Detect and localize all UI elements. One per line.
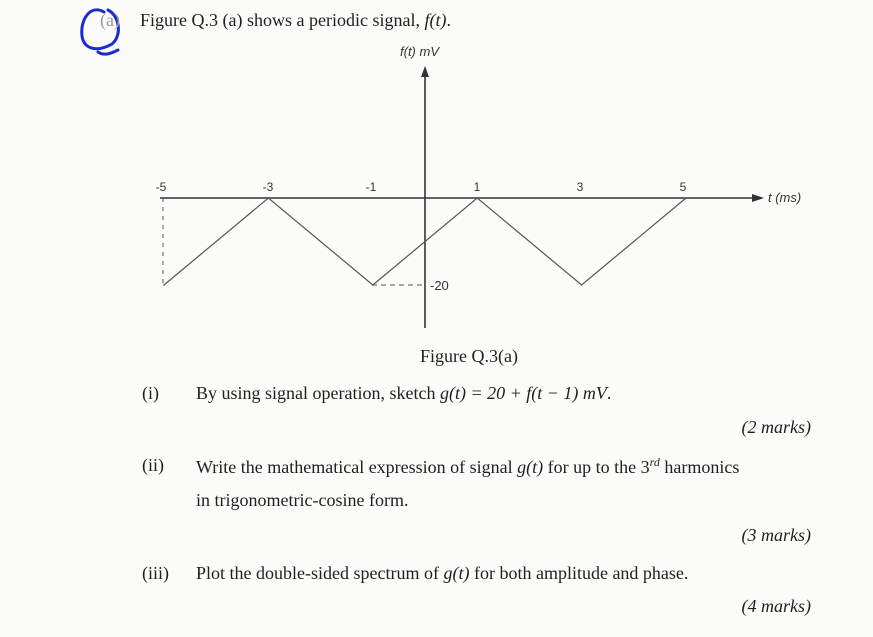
waveform-vertex bbox=[268, 197, 270, 199]
part-number: (iii) bbox=[142, 563, 169, 583]
y-axis-arrow bbox=[421, 66, 429, 77]
part-iii-text bbox=[196, 563, 688, 584]
x-axis-arrow bbox=[752, 194, 764, 202]
question-text-prefix: Figure Q.3 (a) shows a periodic signal, bbox=[140, 10, 425, 30]
part-ii-math: g(t) bbox=[517, 457, 544, 477]
signal-name: f(t) bbox=[424, 10, 447, 30]
part-i-text bbox=[196, 383, 611, 404]
x-tick-label: -1 bbox=[365, 180, 377, 194]
part-iii-text-before: Plot the double-sided spectrum of bbox=[196, 563, 444, 583]
x-tick-label: 5 bbox=[679, 180, 687, 194]
waveform-vertex bbox=[476, 197, 478, 199]
part-iii-math: g(t) bbox=[443, 563, 470, 583]
figure-caption: Figure Q.3(a) bbox=[420, 346, 518, 366]
part-i-text-before: By using signal operation, sketch bbox=[196, 383, 440, 403]
part-number: (i) bbox=[142, 383, 159, 403]
x-tick-label: 3 bbox=[576, 180, 584, 194]
question-label: (a) bbox=[100, 10, 120, 30]
waveform-vertex bbox=[163, 284, 165, 286]
waveform-vertex bbox=[581, 284, 583, 286]
part-number: (ii) bbox=[142, 455, 164, 475]
part-iii-text-after: for both amplitude and phase. bbox=[469, 563, 689, 583]
waveform-vertex bbox=[685, 197, 687, 199]
x-tick-label: 1 bbox=[473, 180, 481, 194]
question-text-suffix: . bbox=[446, 10, 451, 30]
y-axis-label: f(t) mV bbox=[400, 44, 439, 59]
part-ii-line2: in trigonometric-cosine form. bbox=[196, 490, 409, 510]
part-i-marks: (2 marks) bbox=[741, 417, 811, 437]
part-i-text-after: . bbox=[606, 383, 612, 403]
waveform-vertex bbox=[372, 284, 374, 286]
part-ii-text-after: harmonics bbox=[659, 457, 740, 477]
part-ii-line1 bbox=[196, 455, 739, 478]
x-tick-label: -5 bbox=[155, 180, 167, 194]
part-iii-marks: (4 marks) bbox=[741, 596, 811, 616]
value-label-minus-20: -20 bbox=[430, 278, 449, 293]
part-ii-text-mid: for up to the 3 bbox=[543, 457, 650, 477]
x-axis-label: t (ms) bbox=[768, 190, 802, 205]
part-ii-superscript: rd bbox=[649, 455, 660, 469]
part-ii-marks: (3 marks) bbox=[741, 525, 811, 545]
x-tick-label: -3 bbox=[262, 180, 274, 194]
part-i-math: g(t) = 20 + f(t − 1) mV bbox=[439, 383, 607, 403]
part-ii-text-before: Write the mathematical expression of signal bbox=[196, 457, 518, 477]
